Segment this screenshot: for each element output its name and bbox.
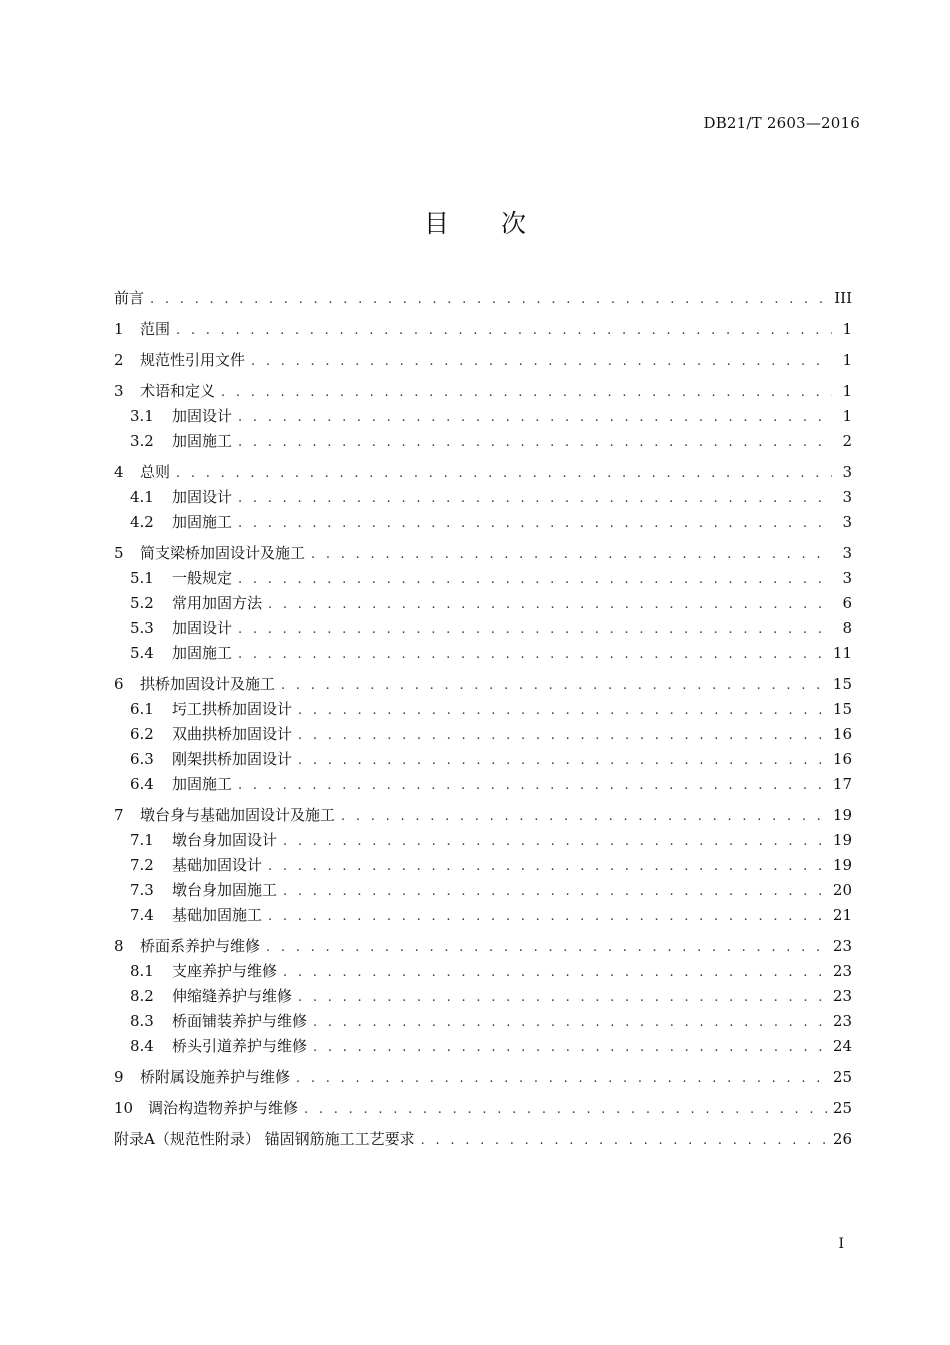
toc-entry-page: 19 [832,806,852,824]
toc-entry-title: 加固施工 [172,775,233,793]
toc-entry-number: 7.2 [130,856,154,874]
toc-entry-number: 3.2 [130,432,154,450]
toc-entry-page: 21 [832,906,852,924]
toc-entry-title: 范围 [140,320,171,338]
toc-dot-leader [238,617,832,642]
toc-entry-title: 桥面系养护与维修 [140,937,261,955]
toc-entry-title: 墩台身与基础加固设计及施工 [140,806,336,824]
toc-subentry[interactable] [114,641,852,666]
toc-entry-page: 15 [832,675,852,693]
toc-subentry[interactable] [114,772,852,797]
toc-entry[interactable] [114,1096,852,1121]
toc-entry-number: 8.4 [130,1037,154,1055]
toc-entry-page: 24 [832,1037,852,1055]
toc-entry-page: 1 [842,382,852,400]
toc-entry-title: 加固施工 [172,644,233,662]
toc-entry[interactable] [114,1127,852,1152]
toc-entry[interactable] [114,672,852,697]
toc-subentry[interactable] [114,616,852,641]
toc-entry-title: 墩台身加固设计 [172,831,278,849]
toc-entry-page: 16 [832,750,852,768]
toc-dot-leader [281,673,827,698]
toc-entry-page: 15 [832,700,852,718]
toc-dot-leader [150,287,828,312]
toc-subentry[interactable] [114,722,852,747]
toc-dot-leader [268,904,827,929]
toc-entry-page: 23 [832,987,852,1005]
toc-entry-number: 7 [114,806,124,824]
toc-entry-number: 5.4 [130,644,154,662]
toc-entry-title: 总则 [140,463,171,481]
toc-entry-title: 加固设计 [172,407,233,425]
toc-entry-page: III [834,289,852,307]
toc-entry[interactable] [114,317,852,342]
toc-entry-page: 19 [832,831,852,849]
toc-entry[interactable] [114,803,852,828]
toc-entry-number: 6.1 [130,700,154,718]
toc-dot-leader [298,698,827,723]
toc-entry-page: 6 [842,594,852,612]
toc-entry-page: 25 [832,1068,852,1086]
toc-entry-number: 5.2 [130,594,154,612]
toc-entry-title: 支座养护与维修 [172,962,278,980]
toc-subentry[interactable] [114,591,852,616]
toc-entry-page: 17 [832,775,852,793]
toc-entry-number: 7.1 [130,831,154,849]
toc-entry-title: 基础加固施工 [172,906,263,924]
toc-entry-page: 23 [832,1012,852,1030]
toc-dot-leader [251,349,832,374]
toc-subentry[interactable] [114,485,852,510]
toc-entry-title: 加固设计 [172,619,233,637]
toc-entry-title: 桥附属设施养护与维修 [140,1068,291,1086]
toc-dot-leader [238,773,827,798]
toc-entry-number: 5.3 [130,619,154,637]
toc-entry-title: 规范性引用文件 [140,351,246,369]
toc-subentry[interactable] [114,697,852,722]
toc-dot-leader [296,1066,827,1091]
toc-entry-title: 术语和定义 [140,382,216,400]
page-title: 目 次 [424,209,548,238]
toc-entry-number: 7.3 [130,881,154,899]
toc-entry-title: 刚架拱桥加固设计 [172,750,293,768]
toc-subentry[interactable] [114,1009,852,1034]
toc-entry-title: 前言 [114,289,145,307]
toc-entry-title: 加固施工 [172,432,233,450]
toc-entry-page: 11 [832,644,852,662]
toc-dot-leader [238,567,832,592]
toc-entry-title: 圬工拱桥加固设计 [172,700,293,718]
toc-entry-page: 25 [832,1099,852,1117]
toc-entry-number: 5 [114,544,124,562]
toc-subentry[interactable] [114,1034,852,1059]
toc-entry-title: 拱桥加固设计及施工 [140,675,276,693]
toc-entry-page: 2 [842,432,852,450]
toc-dot-leader [268,854,827,879]
toc-entry-title: 一般规定 [172,569,233,587]
toc-entry[interactable] [114,460,852,485]
toc-entry-number: 9 [114,1068,124,1086]
toc-entry-title: 加固施工 [172,513,233,531]
toc-dot-leader [221,380,832,405]
toc-entry[interactable] [114,379,852,404]
toc-subentry[interactable] [114,828,852,853]
toc-entry-number: 6.4 [130,775,154,793]
toc-entry-page: 23 [832,962,852,980]
toc-entry-number: 8.1 [130,962,154,980]
page-number: I [838,1236,844,1252]
toc-entry-page: 3 [842,544,852,562]
toc-entry-page: 23 [832,937,852,955]
toc-entry-page: 26 [832,1130,852,1148]
toc-entry-title: 基础加固设计 [172,856,263,874]
toc-dot-leader [238,430,832,455]
toc-entry-number: 6 [114,675,124,693]
toc-entry-page: 3 [842,569,852,587]
toc-dot-leader [298,748,827,773]
document-code: DB21/T 2603—2016 [703,114,860,132]
toc-dot-leader [176,461,832,486]
toc-dot-leader [298,723,827,748]
toc-dot-leader [341,804,827,829]
toc-subentry[interactable] [114,566,852,591]
toc-entry-page: 3 [842,488,852,506]
toc-dot-leader [298,985,827,1010]
toc-entry-title: 伸缩缝养护与维修 [172,987,293,1005]
toc-dot-leader [238,405,832,430]
toc-entry-number: 8.2 [130,987,154,1005]
toc-entry-title: 调治构造物养护与维修 [148,1099,299,1117]
toc-entry-title: 附录A（规范性附录） 锚固钢筋施工工艺要求 [114,1130,415,1148]
toc-dot-leader [238,486,832,511]
toc-entry[interactable] [114,934,852,959]
toc-entry-number: 3.1 [130,407,154,425]
toc-dot-leader [421,1128,827,1153]
toc-entry-page: 1 [842,320,852,338]
toc-entry-page: 20 [832,881,852,899]
toc-entry-page: 16 [832,725,852,743]
toc-subentry[interactable] [114,878,852,903]
toc-entry-number: 5.1 [130,569,154,587]
toc-entry-title: 墩台身加固施工 [172,881,278,899]
toc-entry-number: 2 [114,351,124,369]
toc-entry-number: 8 [114,937,124,955]
toc-dot-leader [176,318,832,343]
toc-entry[interactable] [114,1065,852,1090]
toc-entry-page: 1 [842,407,852,425]
toc-entry-page: 3 [842,513,852,531]
toc-subentry[interactable] [114,510,852,535]
toc-entry-page: 3 [842,463,852,481]
toc-entry-page: 1 [842,351,852,369]
toc-dot-leader [283,879,827,904]
toc-dot-leader [238,511,832,536]
toc-subentry[interactable] [114,404,852,429]
toc-entry[interactable] [114,541,852,566]
toc-entry-number: 3 [114,382,124,400]
toc-entry-title: 简支梁桥加固设计及施工 [140,544,306,562]
toc-entry-number: 6.3 [130,750,154,768]
toc-entry[interactable] [114,348,852,373]
toc-entry-page: 8 [842,619,852,637]
toc-dot-leader [283,829,827,854]
toc-entry-number: 7.4 [130,906,154,924]
toc-dot-leader [313,1035,827,1060]
toc-entry-number: 1 [114,320,124,338]
toc-entry[interactable] [114,286,852,311]
toc-entry-title: 加固设计 [172,488,233,506]
toc-entry-title: 双曲拱桥加固设计 [172,725,293,743]
toc-dot-leader [313,1010,827,1035]
toc-dot-leader [304,1097,827,1122]
toc-dot-leader [266,935,827,960]
toc-entry-title: 桥面铺装养护与维修 [172,1012,308,1030]
toc-entry-number: 4 [114,463,124,481]
toc-entry-number: 4.2 [130,513,154,531]
toc-dot-leader [311,542,832,567]
toc-entry-title: 桥头引道养护与维修 [172,1037,308,1055]
toc-dot-leader [283,960,827,985]
toc-entry-number: 8.3 [130,1012,154,1030]
toc-subentry[interactable] [114,429,852,454]
toc-entry-number: 4.1 [130,488,154,506]
toc-entry-number: 10 [114,1099,134,1117]
toc-subentry[interactable] [114,984,852,1009]
table-of-contents [114,286,852,1152]
toc-subentry[interactable] [114,747,852,772]
toc-dot-leader [268,592,832,617]
toc-subentry[interactable] [114,853,852,878]
toc-entry-number: 6.2 [130,725,154,743]
toc-entry-title: 常用加固方法 [172,594,263,612]
toc-subentry[interactable] [114,959,852,984]
toc-subentry[interactable] [114,903,852,928]
toc-entry-page: 19 [832,856,852,874]
toc-dot-leader [238,642,827,667]
